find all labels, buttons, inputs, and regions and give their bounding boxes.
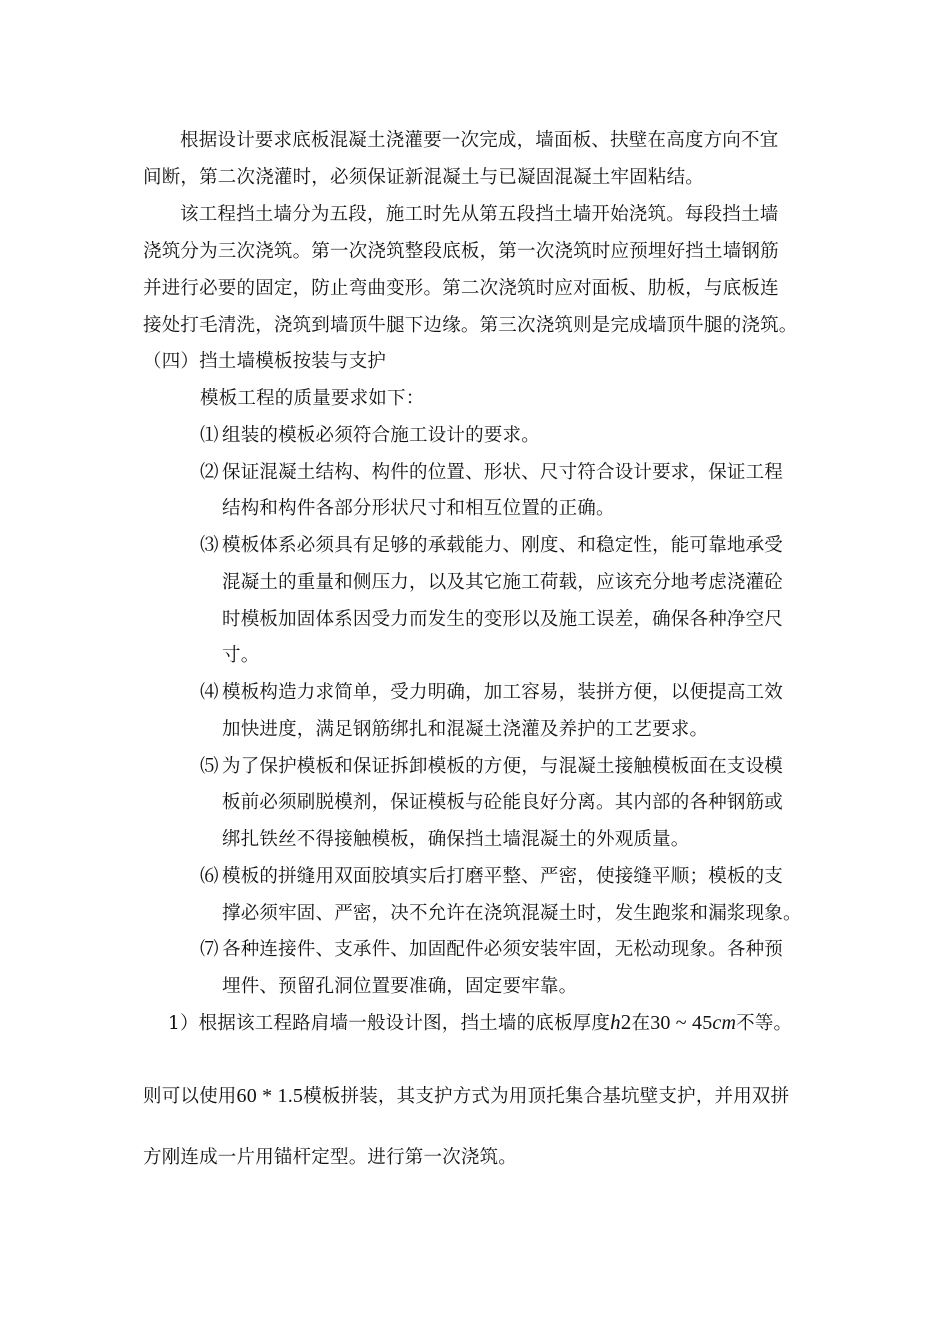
list-item-number: ⑶ — [200, 535, 219, 556]
paragraph-line: 并进行必要的固定，防止弯曲变形。第二次浇筑时应对面板、肋板，与底板连 — [143, 278, 779, 299]
math-unit: cm — [712, 1012, 737, 1034]
section-heading: （四）挡土墙模板按装与支护 — [143, 351, 387, 372]
paragraph-line: 该工程挡土墙分为五段，施工时先从第五段挡土墙开始浇筑。每段挡土墙 — [180, 204, 779, 225]
paragraph-line: 间断，第二次浇灌时，必须保证新混凝土与已凝固混凝土牢固粘结。 — [143, 167, 705, 188]
paragraph-line — [143, 1083, 789, 1110]
list-item-number: ⑴ — [200, 425, 219, 446]
list-item-line: 撑必须牢固、严密，决不允许在浇筑混凝土时，发生跑浆和漏浆现象。 — [222, 903, 802, 924]
paragraph-line: 浇筑分为三次浇筑。第一次浇筑整段底板，第一次浇筑时应预埋好挡土墙钢筋 — [143, 241, 779, 262]
list-item-line: 绑扎铁丝不得接触模板，确保挡土墙混凝土的外观质量。 — [222, 829, 690, 850]
math-range: 30 ~ 45 — [650, 1012, 713, 1034]
item-text: 则可以使用 — [143, 1086, 237, 1107]
item-text: 1）根据该工程路肩墙一般设计图，挡土墙的底板厚度 — [168, 1013, 611, 1034]
list-item-line: 模板体系必须具有足够的承载能力、刚度、和稳定性，能可靠地承受 — [222, 535, 784, 556]
numbered-paragraph — [168, 1009, 792, 1037]
list-item-line: 模板的拼缝用双面胶填实后打磨平整、严密，使接缝平顺；模板的支 — [222, 866, 784, 887]
item-text: 模板拼装，其支护方式为用顶托集合基坑壁支护，并用双拼 — [303, 1086, 790, 1107]
paragraph-line: 方刚连成一片用锚杆定型。进行第一次浇筑。 — [143, 1147, 518, 1168]
item-text: 不等。 — [736, 1013, 793, 1034]
list-item-line: 混凝土的重量和侧压力，以及其它施工荷载，应该充分地考虑浇灌砼 — [222, 572, 784, 593]
paragraph-line: 接处打毛清洗，浇筑到墙顶牛腿下边缘。第三次浇筑则是完成墙顶牛腿的浇筑。 — [143, 315, 798, 336]
list-item-number: ⑹ — [200, 866, 219, 887]
paragraph-line: 根据设计要求底板混凝土浇灌要一次完成，墙面板、扶壁在高度方向不宜 — [180, 130, 779, 151]
list-item-line: 为了保护模板和保证拆卸模板的方便，与混凝土接触模板面在支设模 — [222, 756, 784, 777]
list-item-line: 埋件、预留孔洞位置要准确，固定要牢靠。 — [222, 976, 578, 997]
list-item-line: 模板构造力求简单，受力明确，加工容易，装拼方便，以便提高工效 — [222, 682, 784, 703]
list-item-line: 加快进度，满足钢筋绑扎和混凝土浇灌及养护的工艺要求。 — [222, 719, 709, 740]
section-intro: 模板工程的质量要求如下： — [200, 388, 425, 409]
list-item-line: 各种连接件、支承件、加固配件必须安装牢固，无松动现象。各种预 — [222, 939, 784, 960]
list-item-number: ⑸ — [200, 756, 219, 777]
math-expression: 60 * 1.5 — [236, 1085, 304, 1107]
item-text: 在 — [631, 1013, 651, 1034]
list-item-number: ⑺ — [200, 939, 219, 960]
list-item-line: 组装的模板必须符合施工设计的要求。 — [222, 425, 540, 446]
list-item-number: ⑷ — [200, 682, 219, 703]
list-item-line: 结构和构件各部分形状尺寸和相互位置的正确。 — [222, 498, 615, 519]
list-item-line: 保证混凝土结构、构件的位置、形状、尺寸符合设计要求，保证工程 — [222, 462, 784, 483]
math-variable: h — [610, 1010, 621, 1034]
list-item-line: 板前必须刷脱模剂，保证模板与砼能良好分离。其内部的各种钢筋或 — [222, 792, 784, 813]
list-item-line: 寸。 — [222, 645, 260, 666]
list-item-number: ⑵ — [200, 462, 219, 483]
list-item-line: 时模板加固体系因受力而发生的变形以及施工误差，确保各种净空尺 — [222, 609, 784, 630]
math-subscript: 2 — [620, 1010, 632, 1034]
